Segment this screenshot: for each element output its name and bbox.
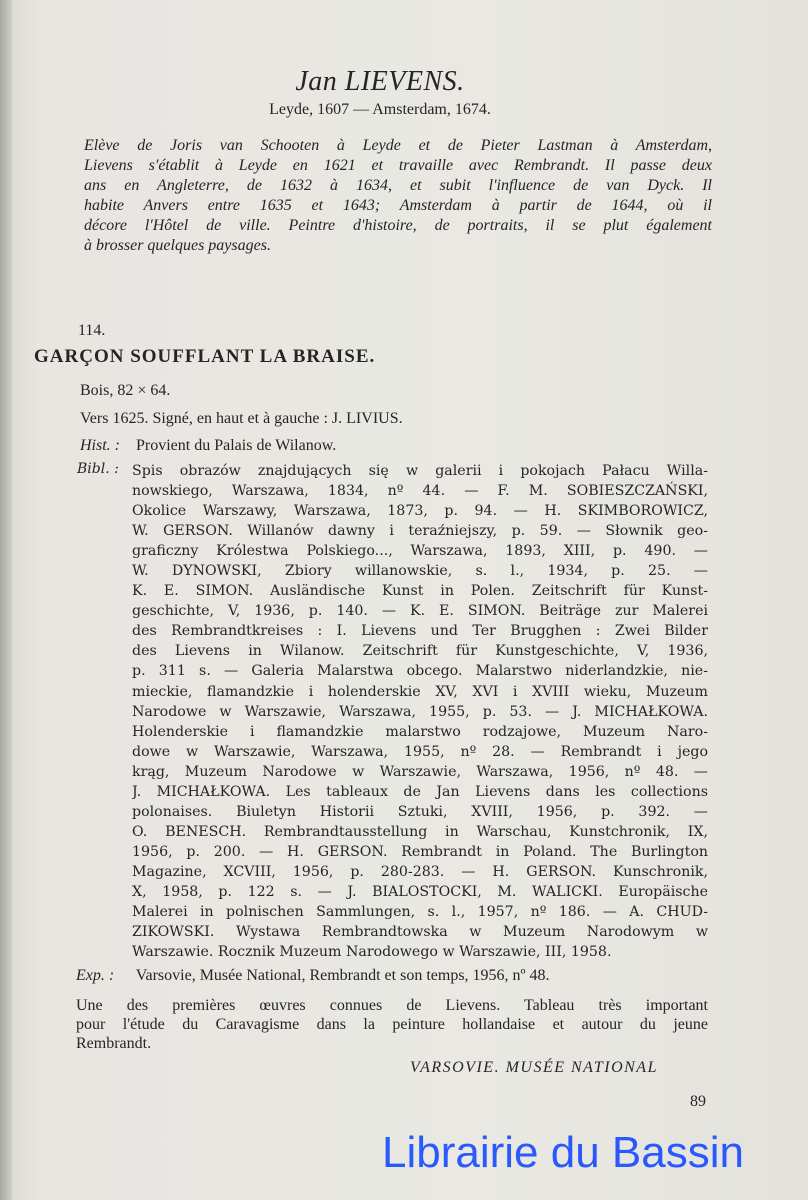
bibl-line: Magazine, XCVIII, 1956, p. 280-283. — H. GERSON. Kunschronik,	[132, 863, 708, 880]
bibl-line: des Lievens in Wilanow. Zeitschrift für Kunstgeschichte, V, 1936,	[132, 643, 708, 660]
bibliography	[132, 461, 708, 962]
bio-line: Lievens s'établit à Leyde en 1621 et travaille avec Rembrandt. Il passe deux	[84, 157, 712, 174]
bio-line: décore l'Hôtel de ville. Peintre d'histoire, de portraits, il se plut également	[84, 217, 712, 234]
bibl-line: Okolice Warszawy, Warszawa, 1873, p. 94. — H. SKIMBOROWICZ,	[132, 503, 708, 520]
bibl-line: X, 1958, p. 122 s. — J. BIALOSTOCKI, M. WALICKI. Europäische	[132, 883, 708, 900]
book-gutter	[0, 0, 12, 1200]
exp-label: Exp. :	[76, 967, 115, 984]
hist-label: Hist. :	[80, 437, 120, 454]
entry-title: GARÇON SOUFFLANT LA BRAISE.	[34, 346, 376, 367]
location: VARSOVIE. MUSÉE NATIONAL	[410, 1059, 658, 1076]
bibl-label: Bibl. :	[77, 461, 119, 477]
bibl-line: W. DYNOWSKI, Zbiory willanowskie, s. l., 1934, p. 25. —	[132, 563, 708, 580]
note	[76, 996, 708, 1053]
page-number: 89	[690, 1093, 706, 1110]
entry-number: 114.	[78, 322, 106, 339]
bibl-line: des Rembrandtkreises : I. Lievens und Ter Brugghen : Zwei Bilder	[132, 623, 708, 640]
date-signature: Vers 1625. Signé, en haut et à gauche : J. LIVIUS.	[80, 410, 403, 427]
note-line: Une des premières œuvres connues de Lievens. Tableau très important	[76, 997, 708, 1014]
note-line: Rembrandt.	[76, 1035, 152, 1052]
hist-text: Provient du Palais de Wilanow.	[136, 437, 337, 454]
bibl-line: 1956, p. 200. — H. GERSON. Rembrandt in Poland. The Burlington	[132, 843, 708, 860]
biography	[84, 136, 712, 256]
bibl-line: Spis obrazów znajdujących się w galerii i pokojach Pałacu Willa-	[132, 463, 708, 479]
bibl-line: polonaises. Biuletyn Historii Sztuki, XVIII, 1956, p. 392. —	[132, 803, 708, 820]
artist-name: Jan LIEVENS.	[295, 66, 465, 97]
bibl-line: O. BENESCH. Rembrandtausstellung in Warschau, Kunstchronik, IX,	[132, 823, 708, 840]
history	[80, 436, 336, 455]
bibl-line: geschichte, V, 1936, p. 140. — K. E. SIMON. Beiträge zur Malerei	[132, 603, 708, 620]
bio-line: à brosser quelques paysages.	[84, 237, 271, 254]
watermark: Librairie du Bassin	[382, 1128, 744, 1177]
bibl-line: dowe w Warszawie, Warszawa, 1955, nº 28. — Rembrandt i jego	[132, 743, 708, 760]
note-line: pour l'étude du Caravagisme dans la peinture hollandaise et autour du jeune	[76, 1016, 708, 1033]
bibl-line: Holenderskie i flamandzkie malarstwo rodzajowe, Muzeum Naro-	[132, 723, 708, 740]
bio-line: Elève de Joris van Schooten à Leyde et de Pieter Lastman à Amsterdam,	[84, 137, 712, 154]
bibl-line: Warszawie. Rocznik Muzeum Narodowego w Warszawie, III, 1958.	[132, 944, 612, 961]
exhibition	[76, 966, 550, 985]
exp-text: Varsovie, Musée National, Rembrandt et son temps, 1956, nº 48.	[135, 967, 550, 984]
bibl-line: ZIKOWSKI. Wystawa Rembrandtowska w Muzeum Narodowym w	[132, 924, 708, 941]
bibl-line: mieckie, flamandzkie i holenderskie XV, XVI i XVIII wieku, Muzeum	[132, 683, 708, 700]
bibl-line: K. E. SIMON. Ausländische Kunst in Polen. Zeitschrift für Kunst-	[132, 583, 708, 600]
bibl-line: Narodowe w Warszawie, Warszawa, 1955, p. 53. — J. MICHAŁKOWA.	[132, 703, 708, 720]
support: Bois, 82 × 64.	[80, 382, 171, 399]
bibl-line: krąg, Muzeum Narodowe w Warszawie, Warszawa, 1956, nº 48. —	[132, 763, 708, 780]
bibl-line: Malerei in polnischen Sammlungen, s. l., 1957, nº 186. — A. CHUD-	[132, 904, 708, 921]
bio-line: ans en Angleterre, de 1632 à 1634, et subit l'influence de van Dyck. Il	[84, 177, 712, 194]
bibl-line: p. 311 s. — Galeria Malarstwa obcego. Malarstwo niderlandzkie, nie-	[132, 663, 708, 680]
bibl-line: W. GERSON. Willanów dawny i teraźniejszy, p. 59. — Słownik geo-	[132, 523, 708, 540]
bibl-line: nowskiego, Warszawa, 1834, nº 44. — F. M. SOBIESZCZAŃSKI,	[132, 483, 708, 500]
artist-dates: Leyde, 1607 — Amsterdam, 1674.	[269, 101, 491, 118]
bio-line: habite Anvers entre 1635 et 1643; Amsterdam à partir de 1644, où il	[84, 197, 712, 214]
bibl-line: J. MICHAŁKOWA. Les tableaux de Jan Lievens dans les collections	[132, 783, 708, 800]
bibl-line: graficzny Królestwa Polskiego..., Warszawa, 1893, XIII, p. 490. —	[132, 543, 708, 560]
